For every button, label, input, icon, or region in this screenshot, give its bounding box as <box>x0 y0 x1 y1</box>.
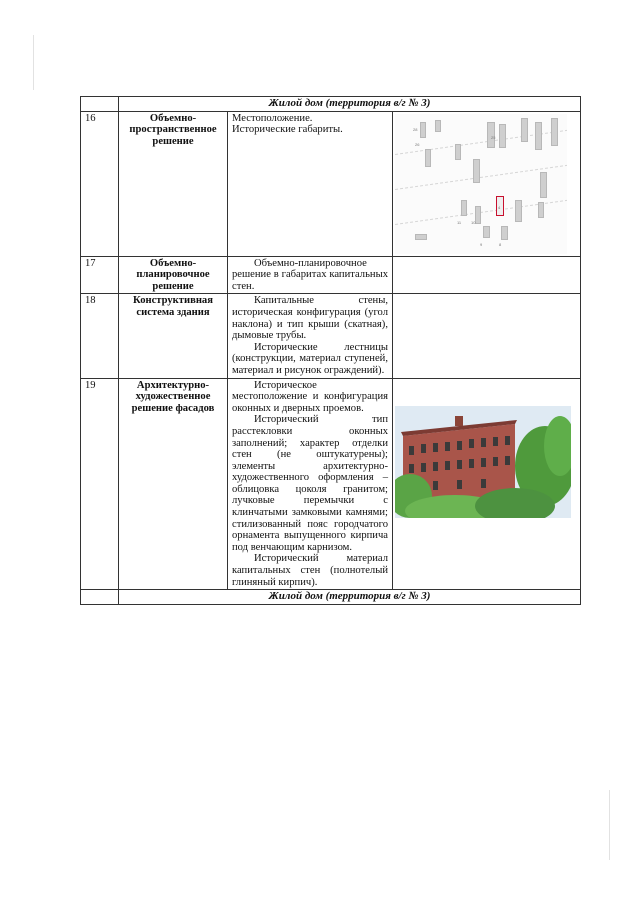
row-subject-name: Конструктивная система здания <box>119 294 228 378</box>
row-image-cell <box>393 111 581 256</box>
row-subject-name: Архитектурно-художественное решение фасадов <box>119 378 228 590</box>
map-label: 11 <box>457 219 462 225</box>
site-plan-map <box>395 114 567 254</box>
table-footer-title: Жилой дом (территория в/г № 3) <box>119 590 581 605</box>
description-paragraph: Исторический материал капитальных стен (полнотелый глиняный кирпич). <box>232 553 388 588</box>
row-image-cell <box>393 378 581 590</box>
description-paragraph: Исторический тип расстекловки оконных заполнений; характер отделки стен (не оштукатурены); элементы архитектурно-художественного оформления – облицовка цоколя гранитом; лучковые перемычки с клинчатыми замковыми камнями; стилизованный пояс городчатого орнамента выпущенного кирпича под венчающим карнизом. <box>232 414 388 553</box>
table-row <box>81 111 581 256</box>
row-description <box>228 256 393 294</box>
map-label: 26 <box>415 141 420 147</box>
description-paragraph: Местоположение. <box>232 112 313 124</box>
description-paragraph: Историческое местоположение и конфигурация оконных и дверных проемов. <box>232 379 388 414</box>
map-label: 10 <box>471 219 476 225</box>
row-description <box>228 294 393 378</box>
description-paragraph: Объемно-планировочное решение в габаритах капитальных стен. <box>232 257 388 292</box>
description-paragraph: Исторические габариты. <box>232 124 343 136</box>
map-label: 8 <box>499 241 502 247</box>
map-label: 9 <box>480 241 483 247</box>
building-facade-photo <box>395 406 571 518</box>
row-image-cell <box>393 256 581 294</box>
table-header-row <box>81 97 581 112</box>
table-header-title: Жилой дом (территория в/г № 3) <box>119 97 581 112</box>
row-number: 19 <box>81 378 119 590</box>
row-number: 18 <box>81 294 119 378</box>
row-number: 16 <box>81 111 119 256</box>
row-subject-name: Объемно-пространственное решение <box>119 111 228 256</box>
protection-subject-table <box>80 96 581 605</box>
description-paragraph: Исторические лестницы (конструкции, материал ступеней, материал и рисунок ограждений). <box>232 341 388 376</box>
footer-spacer-cell <box>81 590 119 605</box>
row-number: 17 <box>81 256 119 294</box>
map-label: 4 <box>498 204 501 210</box>
page-edge-line <box>609 790 610 860</box>
table-row <box>81 378 581 590</box>
row-description <box>228 378 393 590</box>
header-spacer-cell <box>81 97 119 112</box>
description-paragraph: Капитальные стены, историческая конфигурация (угол наклона) и тип крыши (скатная), дымовые трубы. <box>232 295 388 342</box>
row-image-cell <box>393 294 581 378</box>
table-row <box>81 294 581 378</box>
table-footer-row <box>81 590 581 605</box>
row-description <box>228 111 393 256</box>
table-row <box>81 256 581 294</box>
page-edge-line <box>33 35 34 90</box>
map-label: 25 <box>491 134 496 140</box>
row-subject-name: Объемно-планировочное решение <box>119 256 228 294</box>
map-label: 28 <box>413 126 418 132</box>
